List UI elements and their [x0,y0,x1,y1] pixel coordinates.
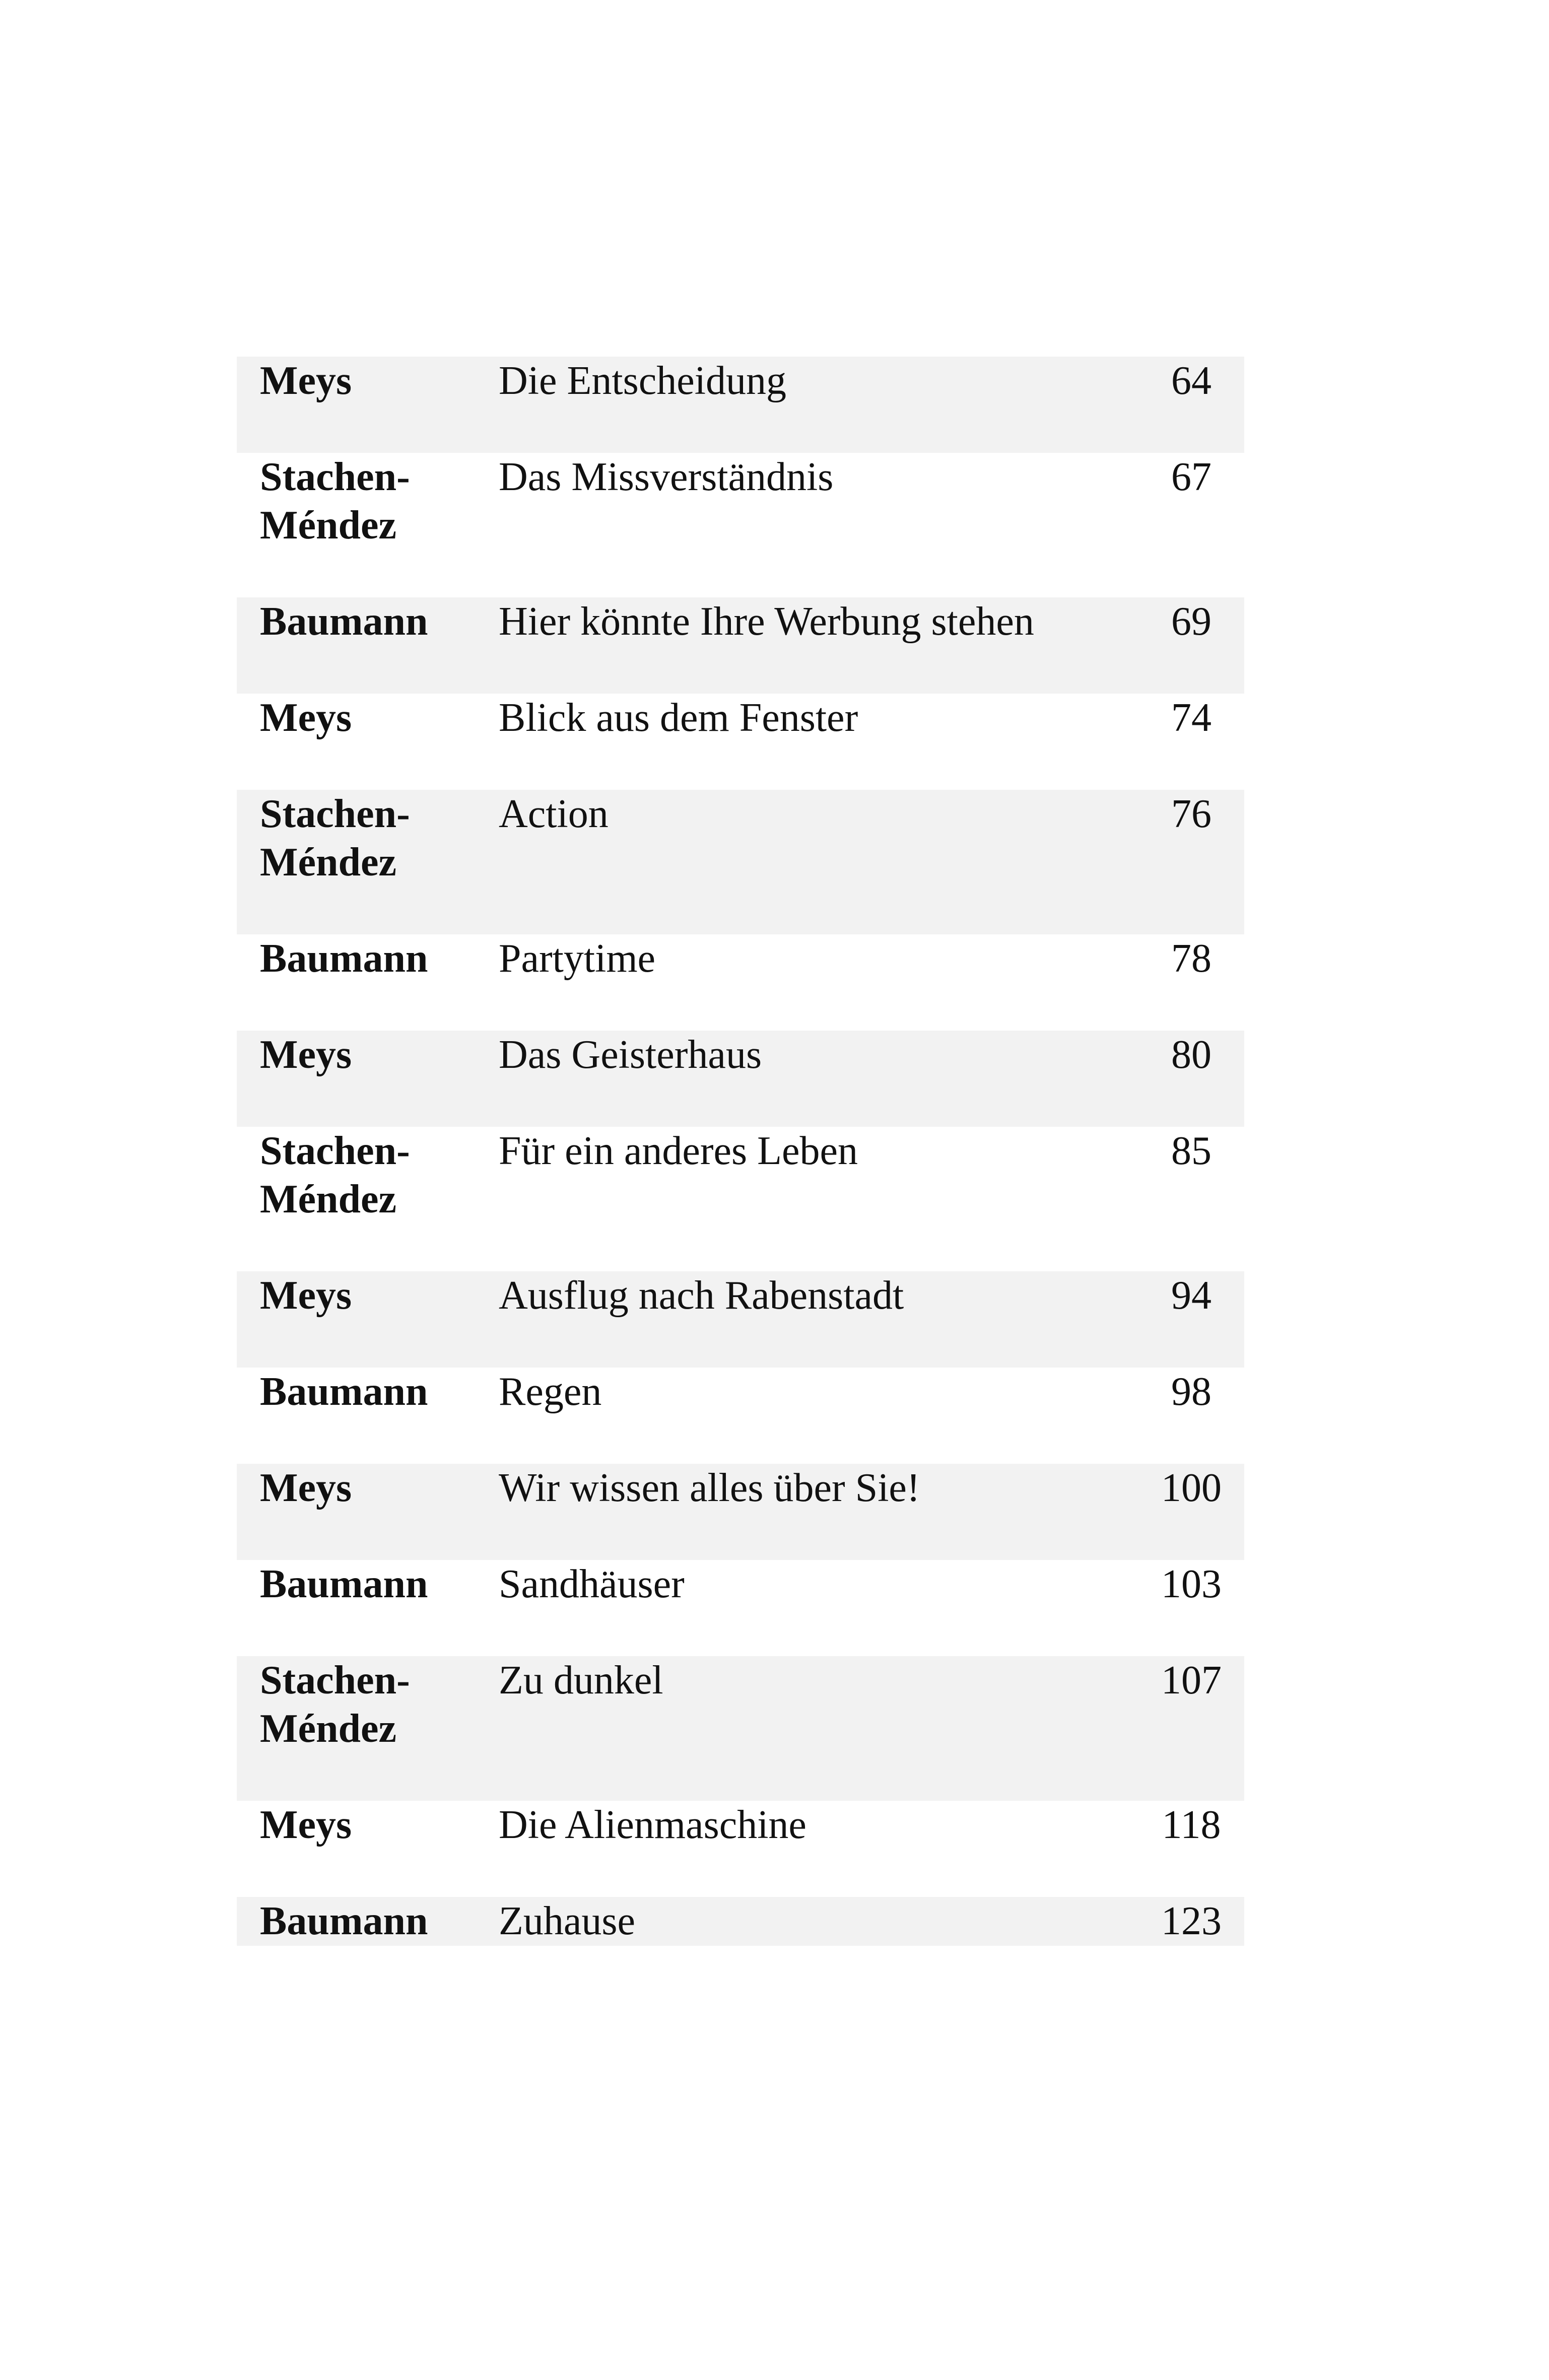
title-cell: Wir wissen alles über Sie! [499,1466,920,1510]
table-row [237,1127,1244,1271]
page-number-cell: 67 [1171,455,1211,499]
author-cell: Baumann [260,1899,428,1943]
table-row [237,1801,1244,1897]
page-number-cell: 103 [1161,1562,1222,1606]
page-number-cell: 74 [1171,696,1211,740]
author-cell: Stachen- Méndez [260,792,410,885]
author-cell: Baumann [260,936,428,981]
table-row [237,1464,1244,1560]
page-number-cell: 69 [1171,599,1211,644]
title-cell: Hier könnte Ihre Werbung stehen [499,599,1034,644]
author-cell: Meys [260,696,352,740]
title-cell: Sandhäuser [499,1562,685,1606]
table-of-contents [237,357,1244,1946]
author-cell: Meys [260,1273,352,1318]
author-cell: Baumann [260,1562,428,1606]
table-row [237,597,1244,694]
table-row [237,1031,1244,1127]
title-cell: Partytime [499,936,656,981]
title-cell: Regen [499,1370,602,1414]
author-cell: Stachen- Méndez [260,1658,410,1751]
title-cell: Action [499,792,609,836]
title-cell: Für ein anderes Leben [499,1129,858,1173]
author-cell: Baumann [260,1370,428,1414]
page-number-cell: 80 [1171,1033,1211,1077]
page-number-cell: 94 [1171,1273,1211,1318]
title-cell: Ausflug nach Rabenstadt [499,1273,904,1318]
author-cell: Stachen- Méndez [260,455,410,548]
page-number-cell: 78 [1171,936,1211,981]
page-number-cell: 85 [1171,1129,1211,1173]
page-number-cell: 107 [1161,1658,1222,1703]
page-number-cell: 100 [1161,1466,1222,1510]
table-row [237,357,1244,453]
table-row [237,1656,1244,1801]
table-row [237,694,1244,790]
table-row [237,790,1244,934]
title-cell: Die Alienmaschine [499,1803,806,1847]
title-cell: Zuhause [499,1899,636,1943]
page-number-cell: 64 [1171,359,1211,403]
author-cell: Baumann [260,599,428,644]
author-cell: Meys [260,1466,352,1510]
table-row [237,453,1244,597]
table-row [237,1560,1244,1656]
author-cell: Meys [260,1803,352,1847]
title-cell: Das Missverständnis [499,455,834,499]
author-cell: Meys [260,1033,352,1077]
table-row [237,1271,1244,1368]
title-cell: Blick aus dem Fenster [499,696,858,740]
page-number-cell: 76 [1171,792,1211,836]
title-cell: Die Entscheidung [499,359,786,403]
table-row [237,1368,1244,1464]
table-row [237,934,1244,1031]
page-number-cell: 98 [1171,1370,1211,1414]
table-row [237,1897,1244,1946]
title-cell: Das Geisterhaus [499,1033,762,1077]
page-number-cell: 123 [1161,1899,1222,1943]
author-cell: Meys [260,359,352,403]
author-cell: Stachen- Méndez [260,1129,410,1221]
title-cell: Zu dunkel [499,1658,663,1703]
page-number-cell: 118 [1162,1803,1221,1847]
